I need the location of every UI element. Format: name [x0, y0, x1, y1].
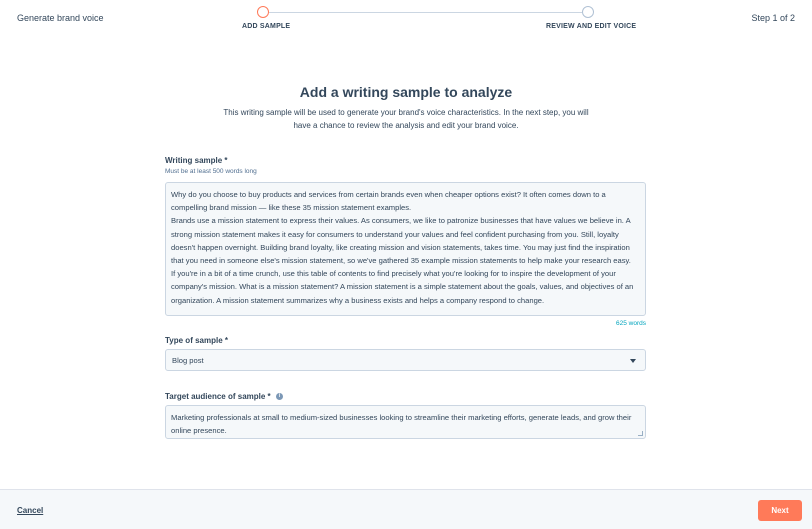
- sample-paragraph: Brands use a mission statement to express their values. As consumers, we like to patronize businesses that have values we believe in. A strong mission statement makes it easy for consumers to understand your values and feel confident purchasing from you. Still, loyalty doesn't happen overnight. Building brand loyalty, like creating mission and vision statements, takes time. You may just find the inspiration that you need in someone else's mission statement, so we've gathered 35 example mission statements to help make your research easy.: [171, 216, 631, 266]
- step-1-indicator: [257, 6, 269, 18]
- target-audience-textarea[interactable]: [165, 405, 646, 439]
- sample-type-select[interactable]: [165, 349, 646, 371]
- writing-sample-text: [166, 183, 645, 307]
- step-2-indicator: [582, 6, 594, 18]
- intro-text: This writing sample will be used to generate your brand's voice characteristics. In the next step, you will have a chance to review the analysis and edit your brand voice.: [223, 108, 589, 130]
- next-button[interactable]: Next: [758, 500, 802, 521]
- target-audience-text: Marketing professionals at small to medium-sized businesses looking to streamline their marketing efforts, generate leads, and grow their online presence.: [171, 413, 632, 436]
- chevron-down-icon: [630, 359, 636, 363]
- sample-paragraph: Why do you choose to buy products and services from certain brands even when cheaper options exist? It often comes down to a compelling brand mission — like these 35 mission statement examples.: [171, 190, 606, 213]
- sample-type-label: Type of sample *: [165, 336, 228, 345]
- footer-bar: [0, 489, 812, 529]
- info-icon[interactable]: i: [276, 393, 283, 400]
- step-count: Step 1 of 2: [751, 13, 795, 23]
- sample-type-value: Blog post: [172, 356, 204, 365]
- cancel-button[interactable]: Cancel: [17, 506, 44, 515]
- page-title: Add a writing sample to analyze: [299, 84, 513, 100]
- word-count: 625 words: [616, 320, 646, 327]
- step-2-label: REVIEW AND EDIT VOICE: [546, 23, 637, 30]
- writing-sample-hint: Must be at least 500 words long: [165, 168, 257, 175]
- resize-handle[interactable]: [638, 431, 643, 436]
- sample-paragraph: If you're in a bit of a time crunch, use this table of contents to find precisely what you're looking for to inspire the development of your company's mission. What is a mission statement? A mission statement is a simple statement about the goals, values, and objectives of an organization. A mission statement summarizes why a business exists and helps a company respond to change.: [171, 269, 634, 305]
- stepper-line: [269, 12, 582, 13]
- app-title: Generate brand voice: [17, 13, 104, 23]
- writing-sample-label: Writing sample *: [165, 156, 228, 165]
- target-audience-label: Target audience of sample *: [165, 392, 271, 401]
- step-1-label: ADD SAMPLE: [242, 23, 291, 30]
- top-bar: [0, 0, 812, 40]
- writing-sample-textarea[interactable]: [165, 182, 646, 316]
